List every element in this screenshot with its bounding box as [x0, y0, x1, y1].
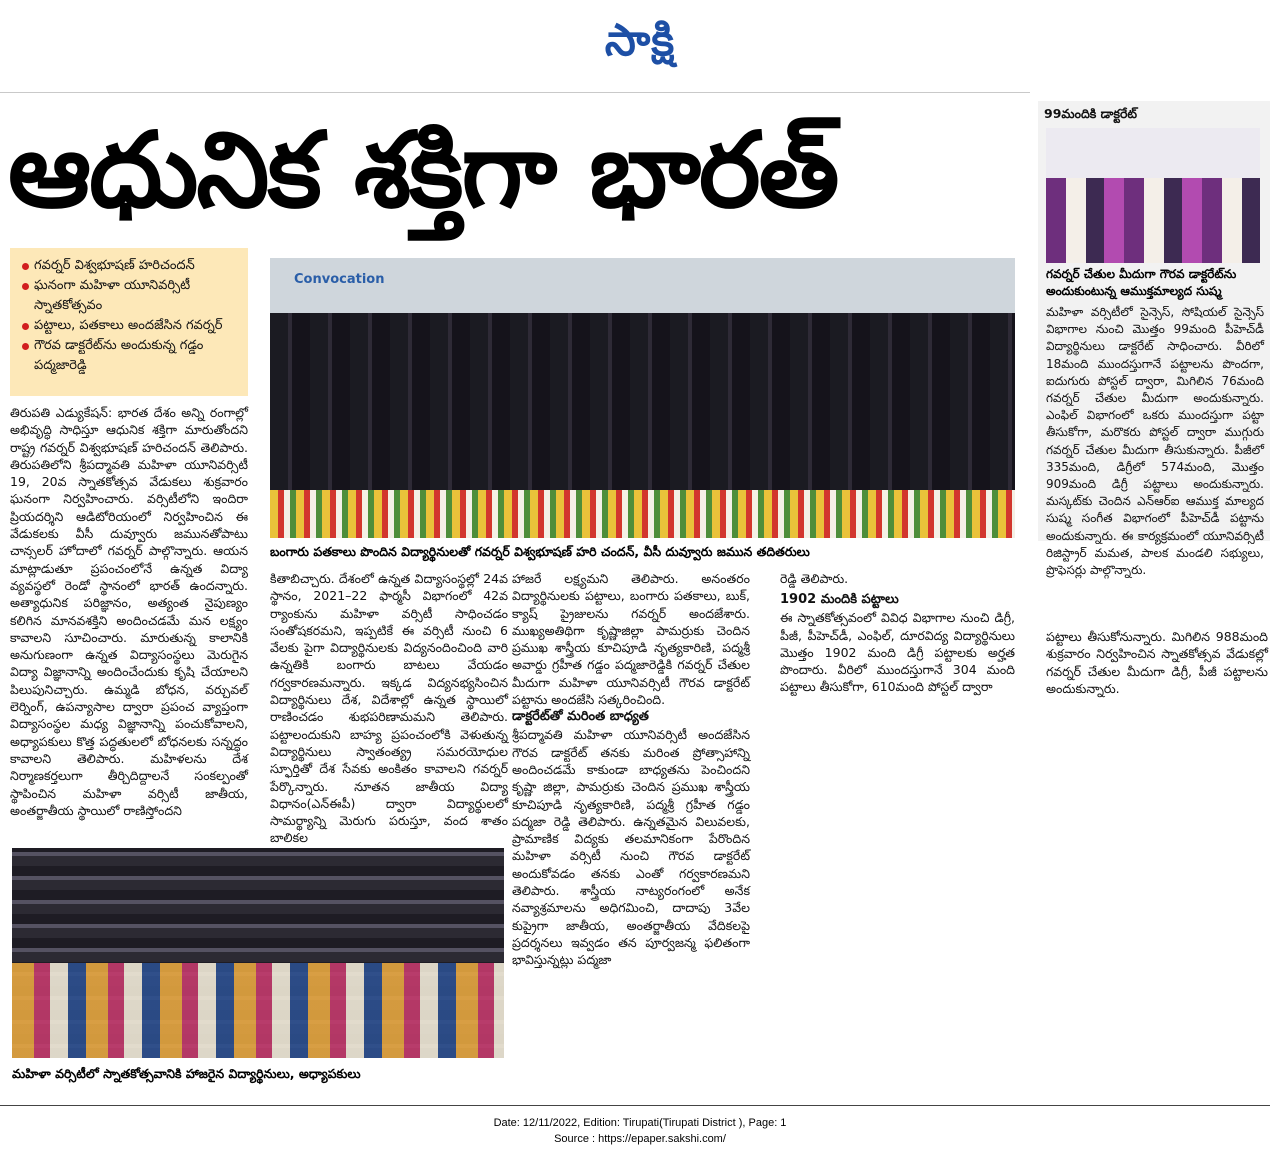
col4-paragraph-2: ఈ స్నాతకోత్సవంలో వివిధ విభాగాల నుంచి డిగ్రీ, పీజీ, పీహెచ్‌డీ, ఎంఫిల్, దూరవిద్య విద్యార్థినులు మొత్తం 1902 మంది డిగ్రీ పట్టాలకు అర్హత పొందారు. వీరిలో ముందస్తుగానే 304 మంది పట్టాలు తీసుకోగా, 610మంది పోస్టల్ ద్వారా	[780, 610, 1015, 695]
col3-paragraph-2: శ్రీపద్మావతి మహిళా యూనివర్సిటీ అందజేసిన గౌరవ డాక్టరేట్ తనకు మరింత ప్రోత్సాహాన్ని అందించడమే కాకుండా బాధ్యతను పెంచిందని కృష్ణా జిల్లా, పామర్రుకు చెందిన ప్రముఖ శాస్త్రీయ కూచిపూడి నృత్యకారిణి, పద్మశ్రీ గ్రహీత గడ్డం పద్మజా రెడ్డి తెలిపారు. ఉన్నతమైన విలువలకు, ప్రామాణిక విద్యకు తలమానికంగా పేరొందిన మహిళా వర్సిటీ నుంచి గౌరవ డాక్టరేట్ అందుకోవడం తనకు ఎంతో గర్వకారణమని తెలిపారు. శాస్త్రీయ నాట్యరంగంలో అనేక నవ్యాశ్రమాలను అధిగమించి, దాదాపు 3వేల కుప్రైగా జాతీయ, అంతర్జాతీయ వేదికలపై ప్రదర్శనలు ఇవ్వడం తన పూర్వజన్మ ఫలితంగా భావిస్తున్నట్లు పద్మజా	[512, 727, 750, 968]
article-column-5	[1046, 628, 1268, 697]
col4-paragraph-1: రెడ్డి తెలిపారు.	[780, 571, 849, 586]
article-column-4	[780, 570, 1015, 696]
highlight-item: పట్టాలు, పతకాలు అందజేసిన గవర్నర్	[20, 316, 238, 336]
sidebar-body	[1046, 304, 1264, 579]
article-column-2	[270, 570, 508, 847]
sidebar-heading: 99మందికి డాక్టరేట్	[1044, 106, 1138, 121]
hall-photo-caption: మహిళా వర్సిటీలో స్నాతకోత్సవానికి హాజరైన విద్యార్థినులు, అధ్యాపకులు	[12, 1066, 361, 1081]
article-column-3	[512, 570, 750, 969]
main-photo-caption: బంగారు పతకాలు పొందిన విద్యార్థినులతో గవర్నర్ విశ్వభూషణ్ హరి చందన్, వీసీ దువ్వూరు జమున తదితరులు	[270, 544, 810, 559]
footer-divider	[0, 1105, 1270, 1106]
footer-source: Source : https://epaper.sakshi.com/	[554, 1133, 726, 1145]
col5-paragraph: పట్టాలు తీసుకోనున్నారు. మిగిలిన 988మంది శుక్రవారం నిర్వహించిన స్నాతకోత్సవ వేడుకల్లో గవర్నర్ చేతుల మీదుగా డిగ్రీ, పీజీ పట్టాలను అందుకున్నారు.	[1046, 629, 1268, 696]
highlight-item: ఘనంగా మహిళా యూనివర్సిటీ స్నాతకోత్సవం	[20, 276, 238, 316]
col3-paragraph-1: హాజరే లక్ష్యమని తెలిపారు. అనంతరం విద్యార్థినులకు పట్టాలు, బంగారు పతకాలు, బుక్, క్యాష్ ప్రైజులను గవర్నర్ అందజేశారు. ముఖ్యఅతిథిగా కృష్ణాజిల్లా పామర్రుకు చెందిన ప్రముఖ శాస్త్రీయ కూచిపూడి నృత్యకారిణి, పద్మశ్రీ అవార్డు గ్రహీత గడ్డం పద్మజారెడ్డికి గవర్నర్ చేతుల మీదుగా మహిళా యూనివర్సిటీ గౌరవ డాక్టరేట్ పట్టాను అందజేసి సత్కరించింది.	[512, 571, 750, 708]
highlight-item: గవర్నర్ విశ్వభూషణ్ హరిచందన్	[20, 256, 238, 276]
col4-subheading: 1902 మందికి పట్టాలు	[780, 592, 899, 608]
article-column-1	[10, 404, 248, 819]
highlights-box	[10, 248, 248, 396]
col2-paragraph: కితాబిచ్చారు. దేశంలో ఉన్నత విద్యాసంస్థల్లో 24వ స్థానం, 2021–22 ఫార్మసీ విభాగంలో 42వ ర్యాంకును మహిళా వర్సిటీ సాధించడం సంతోషకరమని, ఇప్పటికే ఈ వర్సిటీ నుంచి 6 వేలకు పైగా విద్యార్థినులకు విద్యనందించింది వారి ఉన్నతికి బంగారు బాటలు వేయడం గర్వకారణమన్నారు. ఇక్కడ విద్యనభ్యసించిన విద్యార్థినులు దేశ, విదేశాల్లో ఉన్నత స్థాయిలో రాణించడం శుభపరిణామమని తెలిపారు. పట్టాలందుకుని బాహ్య ప్రపంచంలోకి వెళుతున్న విద్యార్థినులు స్వాతంత్య్ర సమరయోధుల స్ఫూర్తితో దేశ సేవకు అంకితం కావాలని గవర్నర్ పేర్కొన్నారు. నూతన జాతీయ విద్యా విధానం(ఎన్ఈపీ) ద్వారా విద్యార్థులలో సామర్థ్యాన్ని మెరుగు పరుస్తూ, వంద శాతం బాలికల	[270, 571, 508, 846]
doctorate-photo	[1046, 128, 1260, 263]
footer-date: Date: 12/11/2022, Edition: Tirupati(Tirupati District ), Page: 1	[493, 1117, 787, 1129]
masthead-divider	[0, 92, 1030, 93]
headline: ఆధునిక శక్తిగా భారత్	[8, 109, 838, 231]
sidebar-paragraph: మహిళా వర్సిటీలో సైన్సెస్, సోషియల్ సైన్సెస్ విభాగాల నుంచి మొత్తం 99మంది పీహెచ్‌డీ విద్యార్థినులు డాక్టరేట్ సాధించారు. వీరిలో 18మంది ముందస్తుగానే పట్టాలను పొందగా, ఐదుగురు పోస్టల్ ద్వారా, మిగిలిన 76మంది గవర్నర్ చేతుల మీదుగా అందుకున్నారు. ఎంఫిల్ విభాగంలో ఒకరు ముందస్తుగా పట్టా తీసుకోగా, మరొకరు పోస్టల్ ద్వారా ముగ్గురు గవర్నర్ చేతుల మీదుగా తీసుకున్నారు. పీజీలో 335మంది, డిగ్రీలో 574మంది, మొత్తం 909మంది డిగ్రీ పట్టాలు అందుకున్నారు. మస్కట్‌కు చెందిన ఎన్ఆర్ఐ ఆముక్త మాల్యద సుష్మ సంగీత విభాగంలో పీహెచ్‌డీ పట్టాను అందుకున్నారు. ఈ కార్యక్రమంలో యూనివర్సిటీ రిజిస్ట్రార్ మమత, పాలక మండలి సభ్యులు, ప్రొఫెసర్లు పాల్గొన్నారు.	[1046, 305, 1264, 578]
highlight-item: గౌరవ డాక్టరేట్‌ను అందుకున్న గడ్డం పద్మజారెడ్డి	[20, 336, 238, 376]
masthead-logo: సాక్షి	[604, 15, 676, 66]
sidebar-photo-caption: గవర్నర్ చేతుల మీదుగా గౌరవ డాక్టరేట్‌ను అందుకుంటున్న ఆముక్తమాల్యద సుష్మ	[1046, 267, 1237, 298]
col3-subheading: డాక్టరేట్‌తో మరింత బాధ్యత	[512, 709, 649, 725]
hall-audience-photo	[12, 848, 504, 1058]
col1-paragraph: తిరుపతి ఎడ్యుకేషన్: భారత దేశం అన్ని రంగాల్లో అభివృద్ధి సాధిస్తూ ఆధునిక శక్తిగా మారుతోందని రాష్ట్ర గవర్నర్ విశ్వభూషణ్ హరిచందన్ తెలిపారు. తిరుపతిలోని శ్రీపద్మావతి మహిళా యూనివర్సిటీ 19, 20వ స్నాతకోత్సవ వేడుకలు శుక్రవారం ఘనంగా నిర్వహించారు. వర్సిటీలోని ఇందిరా ప్రియదర్శిని ఆడిటోరియంలో నిర్వహించిన ఈ వేడుకలకు వీసీ దువ్వూరు జమునతోపాటు చాన్సలర్ హోదాలో గవర్నర్ పాల్గొన్నారు. ఆయన మాట్లాడుతూ ప్రపంచంలోనే ఉన్నత విద్యా వ్యవస్థలో రెండో స్థానంలో భారత్ ఉందన్నారు. అత్యాధునిక పరిజ్ఞానం, అత్యంత నైపుణ్యం కలిగిన మానవశక్తిని అందించడమే మన లక్ష్యం కావాలని సూచించారు. మారుతున్న కాలానికి అనుగుణంగా ఉన్నత విద్యాసంస్థలు మెరుగైన విద్యా విజ్ఞానాన్ని అందించేందుకు కృషి చేయాలని పిలుపునిచ్చారు. ఉమ్మడి బోధన, వర్చువల్ లెర్నింగ్, ఉపన్యాసాల ద్వారా ప్రపంచ వ్యాప్తంగా విద్యాసంస్థల మధ్య విజ్ఞానాన్ని పంచుకోవాలని, అధ్యాపకులు కొత్త పద్ధతులలో బోధనలకు సన్నద్ధం కావాలని తెలిపారు. మహిళలను దేశ నిర్మాణకర్తలుగా తీర్చిదిద్దాలనే సంకల్పంతో స్థాపించిన మహిళా వర్సిటీ జాతీయ, అంతర్జాతీయ స్థాయిలో రాణిస్తోందని	[10, 405, 248, 818]
convocation-sign: Convocation	[294, 272, 385, 287]
graduates-photo	[270, 258, 1015, 538]
